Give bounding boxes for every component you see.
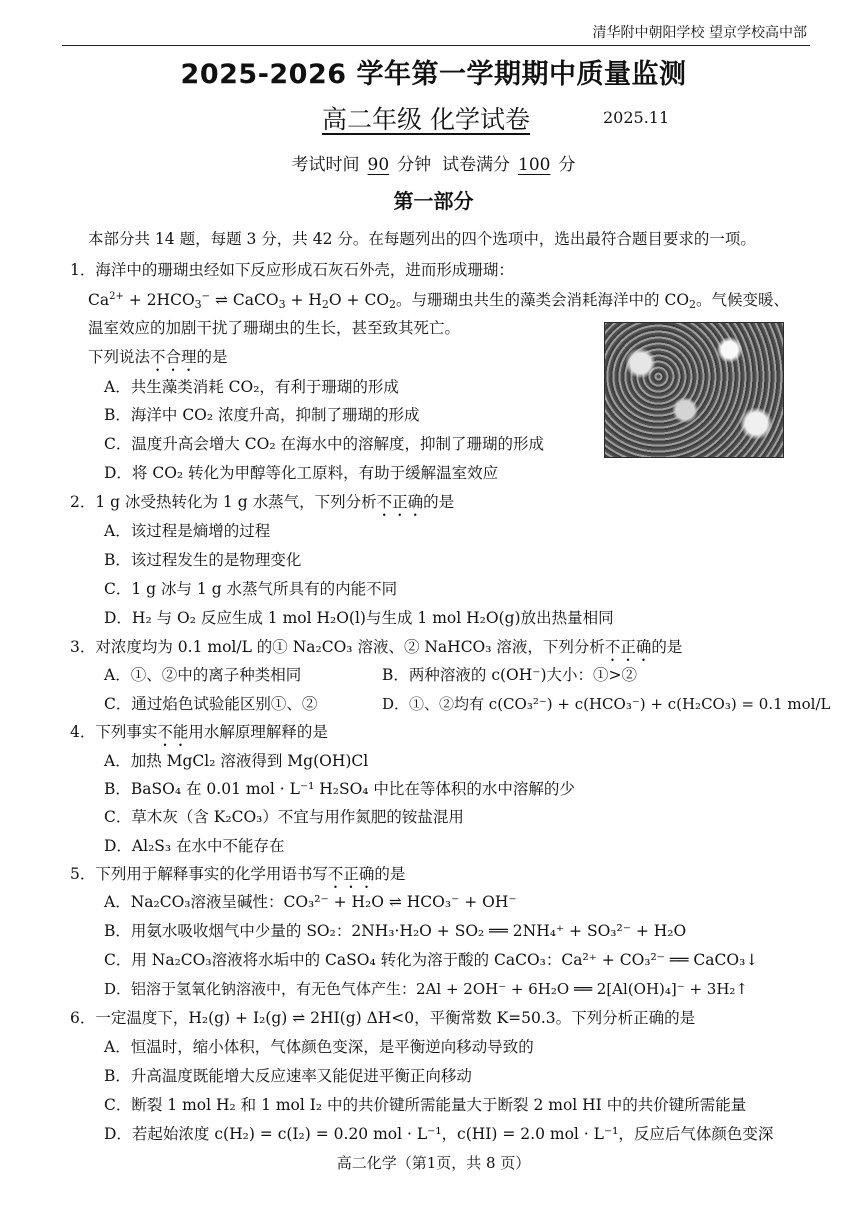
q5-option-c: C．用 Na₂CO₃溶液将水垢中的 CaSO₄ 转化为溶于酸的 CaCO₃：Ca²⁺ + CO₃²⁻ ══ CaCO₃↓ [104,951,759,969]
q5-stem: 5．下列用于解释事实的化学用语书写不正确的是 [70,865,406,883]
q4-option-c: C．草木灰（含 K₂CO₃）不宜与用作氮肥的铵盐混用 [104,808,464,826]
score-label: 试卷满分 [442,155,510,175]
time-value: 90 [367,155,390,175]
q4-option-a: A．加热 MgCl₂ 溶液得到 Mg(OH)Cl [104,752,369,770]
q6-option-c: C．断裂 1 mol H₂ 和 1 mol I₂ 中的共价键所需能量大于断裂 2 mol HI 中的共价键所需能量 [104,1096,747,1114]
q4-option-b: B．BaSO₄ 在 0.01 mol · L⁻¹ H₂SO₄ 中比在等体积的水中溶解的少 [104,780,575,798]
q3-option-c: C．通过焰色试验能区别①、② [104,695,318,713]
q1-stem-line1: 1．海洋中的珊瑚虫经如下反应形成石灰石外壳，进而形成珊瑚： [70,261,514,279]
exam-title: 2025-2026 学年第一学期期中质量监测 [180,59,687,90]
q5-option-d: D．铝溶于氢氧化钠溶液中，有无色气体产生：2Al + 2OH⁻ + 6H₂O ══ 2[Al(OH)₄]⁻ + 3H₂↑ [104,980,748,998]
q2-option-d: D．H₂ 与 O₂ 反应生成 1 mol H₂O(l)与生成 1 mol H₂O(g)放出热量相同 [104,609,614,627]
exam-subtitle [322,100,530,136]
score-value: 100 [518,155,551,175]
q5-option-b: B．用氨水吸收烟气中少量的 SO₂：2NH₃·H₂O + SO₂ ══ 2NH₄⁺ + SO₃²⁻ + H₂O [104,922,687,940]
q3-option-a: A．①、②中的离子种类相同 [104,666,302,684]
school-name: 清华附中朝阳学校 望京学校高中部 [592,25,807,41]
q3-option-d: D．①、②均有 c(CO₃²⁻) + c(HCO₃⁻) + c(H₂CO₃) = 0.1 mol/L [382,695,831,713]
q6-option-a: A．恒温时，缩小体积，气体颜色变深，是平衡逆向移动导致的 [104,1038,534,1056]
page-footer: 高二化学（第1页，共 8 页） [336,1154,531,1172]
q1-option-d: D．将 CO₂ 转化为甲醇等化工原料，有助于缓解温室效应 [104,464,499,482]
q4-option-d: D．Al₂S₃ 在水中不能存在 [104,837,285,855]
q1-question: 下列说法不合理的是 [88,348,228,366]
q2-stem: 2．1 g 冰受热转化为 1 g 水蒸气，下列分析不正确的是 [70,493,455,511]
part-title: 第一部分 [393,189,474,213]
time-label: 考试时间 [291,155,360,175]
q1-option-b: B．海洋中 CO₂ 浓度升高，抑制了珊瑚的形成 [104,406,420,424]
q6-stem: 6．一定温度下，H₂(g) + I₂(g) ⇌ 2HI(g) ΔH<0，平衡常数 K=50.3。下列分析正确的是 [70,1009,696,1027]
header-rule [62,45,810,46]
part-instruction: 本部分共 14 题，每题 3 分，共 42 分。在每题列出的四个选项中，选出最符合题目要求的一项。 [88,230,756,248]
q6-option-d: D．若起始浓度 c(H₂) = c(I₂) = 0.20 mol · L⁻¹，c(HI) = 2.0 mol · L⁻¹，反应后气体颜色变深 [104,1125,774,1143]
q3-option-b: B．两种溶液的 c(OH⁻)大小：①>② [382,666,637,684]
q2-option-b: B．该过程发生的是物理变化 [104,551,302,569]
q2-option-c: C．1 g 冰与 1 g 水蒸气所具有的内能不同 [104,580,398,598]
coral-photo [604,322,784,458]
time-unit: 分钟 [397,155,432,175]
q1-stem-line2: $Ca^{2+} + 2HCO_3^-$ ⇌ CaCO$_3$ + $H_2O + CO_2$。与珊瑚虫共生的藻类会消耗海洋中的 $CO_2$。气候变暖、 [88,291,790,311]
q4-stem: 4．下列事实不能用水解原理解释的是 [70,723,328,741]
q1-option-a: A．共生藻类消耗 CO₂，有利于珊瑚的形成 [104,378,399,396]
subtitle-text: 高二年级 化学试卷 [322,105,530,134]
q6-option-b: B．升高温度既能增大反应速率又能促进平衡正向移动 [104,1067,472,1085]
q1-stem-line3: 温室效应的加剧干扰了珊瑚虫的生长，甚至致其死亡。 [88,319,461,337]
q1-option-c: C．温度升高会增大 CO₂ 在海水中的溶解度，抑制了珊瑚的形成 [104,435,544,453]
q5-option-a: A．Na₂CO₃溶液呈碱性：CO₃²⁻ + H₂O ⇌ HCO₃⁻ + OH⁻ [104,893,517,911]
q3-stem: 3．对浓度均为 0.1 mol/L 的① Na₂CO₃ 溶液、② NaHCO₃ 溶液，下列分析不正确的是 [70,638,683,656]
exam-date: 2025.11 [603,108,670,127]
q2-option-a: A．该过程是熵增的过程 [104,522,271,540]
score-unit: 分 [558,155,576,175]
exam-time-line [0,150,867,175]
